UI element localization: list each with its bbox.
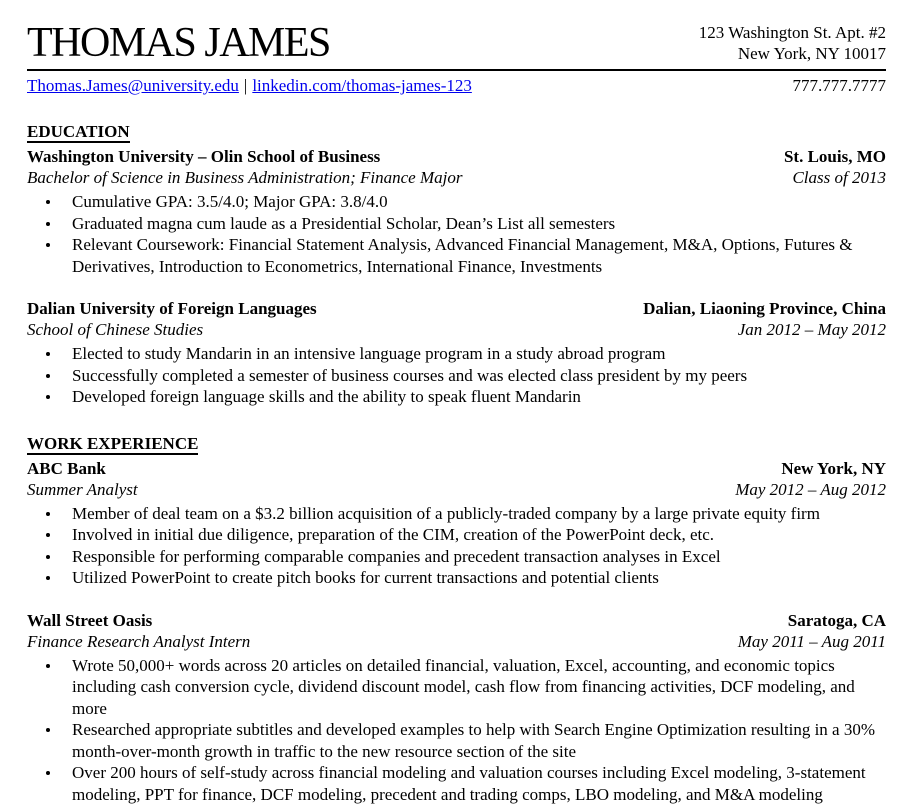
address-line-1: 123 Washington St. Apt. #2 — [699, 22, 886, 43]
bullet-item: Successfully completed a semester of business courses and was elected class president by my peers — [72, 365, 886, 387]
phone-number: 777.777.7777 — [793, 75, 887, 96]
entry-dates: Class of 2013 — [792, 167, 886, 188]
entry-location: St. Louis, MO — [784, 146, 886, 167]
entry-header-row — [27, 146, 886, 167]
header-divider — [27, 69, 886, 71]
entry-subheader-row — [27, 631, 886, 652]
entry-org: Dalian University of Foreign Languages — [27, 298, 317, 319]
bullet-item: Researched appropriate subtitles and developed examples to help with Search Engine Optimization resulting in a 30% month-over-month growth in traffic to the new resource section of the site — [72, 719, 886, 762]
entry-role: Bachelor of Science in Business Administration; Finance Major — [27, 167, 462, 188]
entry-dates: Jan 2012 – May 2012 — [738, 319, 886, 340]
education-entry-washington — [27, 146, 886, 277]
section-title-education: EDUCATION — [27, 122, 130, 143]
entry-org: Washington University – Olin School of Business — [27, 146, 380, 167]
link-separator: | — [239, 76, 252, 95]
bullet-item: Graduated magna cum laude as a Presidential Scholar, Dean’s List all semesters — [72, 213, 886, 235]
contact-row — [27, 75, 886, 96]
work-entry-wall-street-oasis — [27, 610, 886, 805]
entry-org: ABC Bank — [27, 458, 106, 479]
contact-links — [27, 75, 472, 96]
email-link[interactable]: Thomas.James@university.edu — [27, 76, 239, 95]
entry-role: Finance Research Analyst Intern — [27, 631, 250, 652]
section-title-work-experience: WORK EXPERIENCE — [27, 434, 198, 455]
entry-org: Wall Street Oasis — [27, 610, 152, 631]
work-entry-abc-bank — [27, 458, 886, 589]
bullet-item: Cumulative GPA: 3.5/4.0; Major GPA: 3.8/4.0 — [72, 191, 886, 213]
entry-dates: May 2011 – Aug 2011 — [738, 631, 886, 652]
section-work-experience — [27, 434, 886, 805]
resume-name: THOMAS JAMES — [27, 24, 330, 64]
education-entry-dalian — [27, 298, 886, 408]
entry-location: New York, NY — [781, 458, 886, 479]
entry-subheader-row — [27, 479, 886, 500]
address-line-2: New York, NY 10017 — [699, 43, 886, 64]
bullet-item: Relevant Coursework: Financial Statement Analysis, Advanced Financial Management, M&A, Options, Futures & Derivatives, Introduction to Econometrics, International Finance, Investments — [72, 234, 886, 277]
bullet-list — [27, 655, 886, 805]
bullet-item: Developed foreign language skills and the ability to speak fluent Mandarin — [72, 386, 886, 408]
bullet-item: Member of deal team on a $3.2 billion acquisition of a publicly-traded company by a large private equity firm — [72, 503, 886, 525]
linkedin-link[interactable]: linkedin.com/thomas-james-123 — [252, 76, 472, 95]
entry-location: Saratoga, CA — [788, 610, 886, 631]
bullet-list — [27, 191, 886, 277]
bullet-list — [27, 503, 886, 589]
bullet-item: Elected to study Mandarin in an intensive language program in a study abroad program — [72, 343, 886, 365]
entry-header-row — [27, 458, 886, 479]
entry-role: School of Chinese Studies — [27, 319, 203, 340]
entry-header-row — [27, 610, 886, 631]
address-block — [699, 22, 886, 64]
entry-header-row — [27, 298, 886, 319]
bullet-item: Wrote 50,000+ words across 20 articles on detailed financial, valuation, Excel, accounting, and economic topics including cash conversion cycle, dividend discount model, cash flow from financing activities, DCF modeling, and more — [72, 655, 886, 720]
bullet-item: Responsible for performing comparable companies and precedent transaction analyses in Excel — [72, 546, 886, 568]
entry-subheader-row — [27, 167, 886, 188]
bullet-item: Involved in initial due diligence, preparation of the CIM, creation of the PowerPoint deck, etc. — [72, 524, 886, 546]
entry-role: Summer Analyst — [27, 479, 138, 500]
header — [27, 22, 886, 64]
entry-subheader-row — [27, 319, 886, 340]
entry-location: Dalian, Liaoning Province, China — [643, 298, 886, 319]
entry-dates: May 2012 – Aug 2012 — [735, 479, 886, 500]
bullet-list — [27, 343, 886, 408]
bullet-item: Utilized PowerPoint to create pitch books for current transactions and potential clients — [72, 567, 886, 589]
bullet-item: Over 200 hours of self-study across financial modeling and valuation courses including Excel modeling, 3-statement modeling, PPT for finance, DCF modeling, precedent and trading comps, LBO modeling, and M&A modeling — [72, 762, 886, 805]
section-education — [27, 122, 886, 408]
